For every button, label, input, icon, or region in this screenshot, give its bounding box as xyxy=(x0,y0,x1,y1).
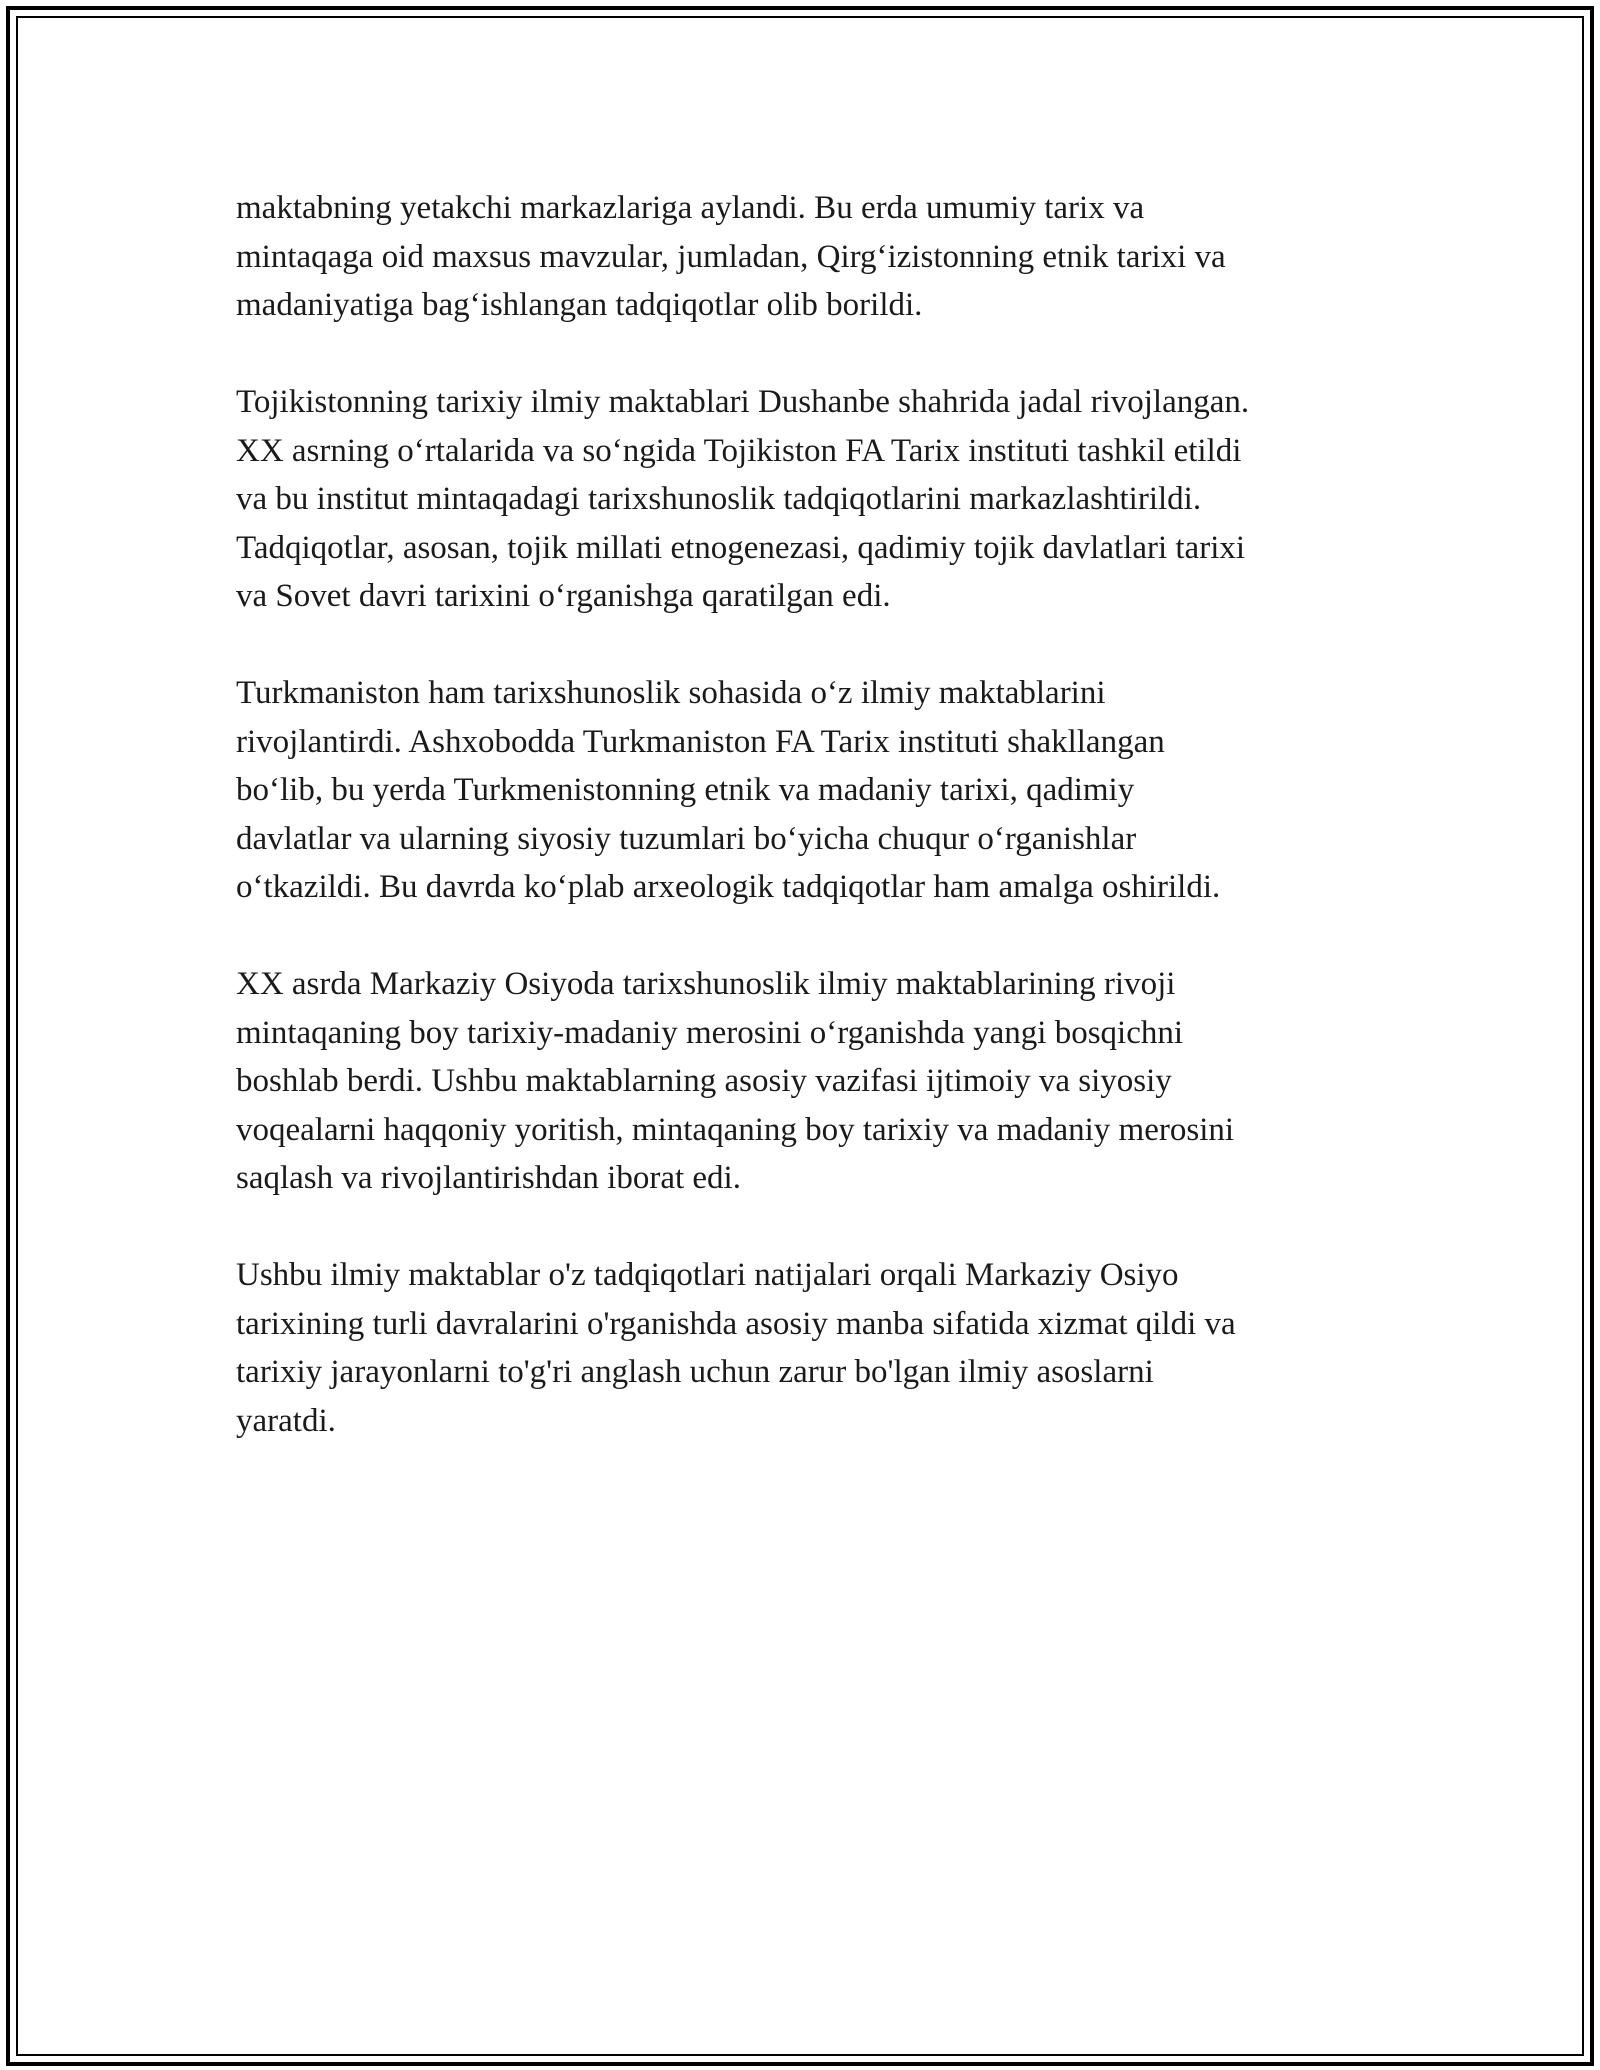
text-line: boshlab berdi. Ushbu maktablarning asosiy vazifasi ijtimoiy va siyosiy xyxy=(236,1063,1172,1099)
text-line: Tadqiqotlar, asosan, tojik millati etnogenezasi, qadimiy tojik davlatlari tarixi xyxy=(236,529,1246,566)
text-line: yaratdi. xyxy=(236,1402,336,1439)
text-line: davlatlar va ularning siyosiy tuzumlari bo‘yicha chuqur o‘rganishlar xyxy=(236,820,1137,857)
paragraph-conclusion xyxy=(236,1251,1376,1445)
paragraph-turkmenistan xyxy=(236,669,1376,912)
text-line: rivojlantirdi. Ashxobodda Turkmaniston FA Tarix instituti shakllangan xyxy=(236,723,1165,760)
text-line: madaniyatiga bag‘ishlangan tadqiqotlar olib borildi. xyxy=(236,287,923,323)
text-line: XX asrda Markaziy Osiyoda tarixshunoslik ilmiy maktablarining rivoji xyxy=(236,966,1176,1002)
text-line: va Sovet davri tarixini o‘rganishga qaratilgan edi. xyxy=(236,578,891,614)
text-line: o‘tkazildi. Bu davrda ko‘plab arxeologik tadqiqotlar ham amalga oshirildi. xyxy=(236,869,1221,905)
paragraph-central-asia xyxy=(236,960,1376,1203)
paragraph-kyrgyzstan xyxy=(236,184,1376,330)
text-line: maktabning yetakchi markazlariga aylandi. Bu erda umumiy tarix va xyxy=(236,190,1145,226)
text-line: tarixiy jarayonlarni to'g'ri anglash uchun zarur bo'lgan ilmiy asoslarni xyxy=(236,1354,1154,1390)
document-body xyxy=(236,184,1376,1494)
text-line: va bu institut mintaqadagi tarixshunoslik tadqiqotlarini markazlashtirildi. xyxy=(236,481,1202,517)
text-line: tarixining turli davralarini o'rganishda asosiy manba sifatida xizmat qildi va xyxy=(236,1305,1236,1342)
text-line: mintaqaning boy tarixiy-madaniy merosini o‘rganishda yangi bosqichni xyxy=(236,1014,1184,1051)
paragraph-tajikistan xyxy=(236,378,1376,621)
text-line: mintaqaga oid maxsus mavzular, jumladan, Qirg‘izistonning etnik tarixi va xyxy=(236,238,1226,275)
text-line: Ushbu ilmiy maktablar o'z tadqiqotlari natijalari orqali Markaziy Osiyo xyxy=(236,1257,1179,1293)
text-line: bo‘lib, bu yerda Turkmenistonning etnik va madaniy tarixi, qadimiy xyxy=(236,772,1135,808)
text-line: Tojikistonning tarixiy ilmiy maktablari Dushanbe shahrida jadal rivojlangan. xyxy=(236,384,1250,420)
text-line: Turkmaniston ham tarixshunoslik sohasida o‘z ilmiy maktablarini xyxy=(236,675,1106,711)
text-line: saqlash va rivojlantirishdan iborat edi. xyxy=(236,1160,741,1196)
text-line: XX asrning o‘rtalarida va so‘ngida Tojikiston FA Tarix instituti tashkil etildi xyxy=(236,432,1242,469)
text-line: voqealarni haqqoniy yoritish, mintaqaning boy tarixiy va madaniy merosini xyxy=(236,1111,1235,1148)
